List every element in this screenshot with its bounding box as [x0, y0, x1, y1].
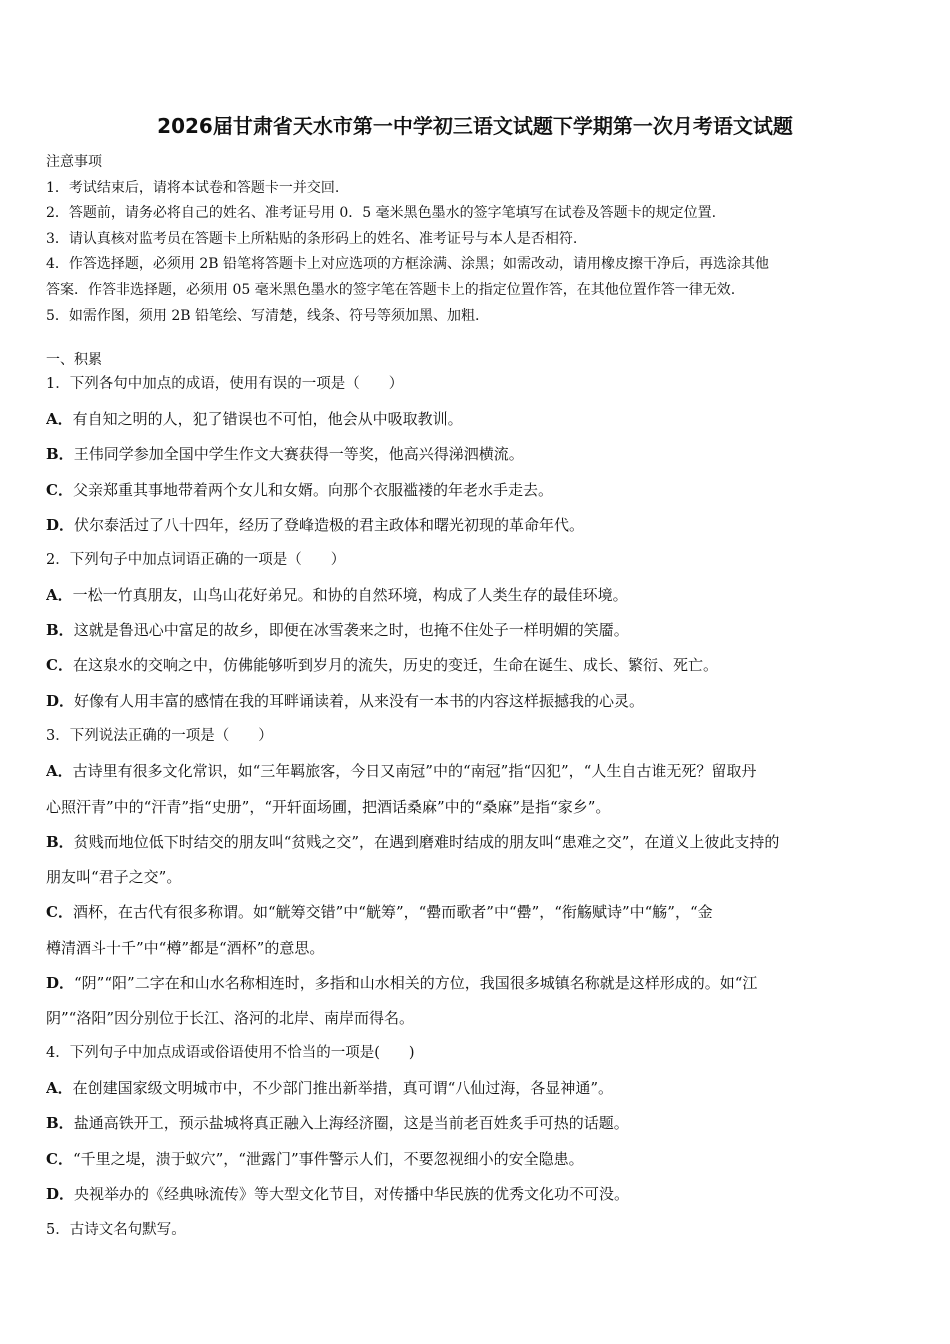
q4-option-d [46, 1183, 906, 1205]
q2-option-d [46, 690, 906, 712]
q3-option-c [46, 901, 906, 923]
q4-option-c [46, 1148, 906, 1170]
q2-option-b [46, 619, 906, 641]
notice-line: 1．考试结束后，请将本试卷和答题卡一并交回. [46, 179, 340, 196]
option-label: C． [46, 656, 73, 674]
option-text: 酒杯，在古代有很多称谓。如“觥筹交错”中“觥筹”，“罍而歌者”中“罍”，“衔觞赋诗”中“觞”，“金 [72, 903, 713, 921]
question-4-stem: 4．下列句子中加点成语或俗语使用不恰当的一项是( ) [46, 1045, 415, 1061]
q1-option-c [46, 479, 906, 501]
notice-line: 3．请认真核对监考员在答题卡上所粘贴的条形码上的姓名、准考证号与本人是否相符. [46, 230, 578, 247]
option-label: D． [46, 516, 75, 534]
option-text: 一松一竹真朋友，山鸟山花好弟兄。和协的自然环境，构成了人类生存的最佳环境。 [72, 586, 628, 604]
option-label: D． [46, 1185, 75, 1203]
q3-option-c-cont: 樽清酒斗十千”中“樽”都是“酒杯”的意思。 [46, 939, 325, 957]
option-text: 有自知之明的人，犯了错误也不可怕，他会从中吸取教训。 [72, 410, 463, 428]
option-label: B． [46, 445, 74, 463]
option-label: A． [46, 1079, 73, 1097]
option-text: 盐通高铁开工，预示盐城将真正融入上海经济圈，这是当前老百姓炙手可热的话题。 [73, 1114, 629, 1132]
option-text: 好像有人用丰富的感情在我的耳畔诵读着，从来没有一本书的内容这样振撼我的心灵。 [74, 692, 645, 710]
option-text: 在这泉水的交响之中，仿佛能够听到岁月的流失，历史的变迁，生命在诞生、成长、繁衍、死亡。 [72, 656, 718, 674]
option-text: 贫贱而地位低下时结交的朋友叫“贫贱之交”，在遇到磨难时结成的朋友叫“患难之交”，在道义上彼此支持的 [73, 833, 780, 851]
q3-option-d-cont: 阴”“洛阳”因分别位于长江、洛河的北岸、南岸而得名。 [46, 1009, 415, 1027]
option-label: D． [46, 692, 75, 710]
q1-option-a [46, 408, 906, 430]
question-2-stem: 2．下列句子中加点词语正确的一项是（ ） [46, 552, 346, 568]
q1-option-d [46, 514, 906, 536]
option-text: “阴”“阳”二字在和山水名称相连时，多指和山水相关的方位，我国很多城镇名称就是这样形成的。如“江 [74, 974, 758, 992]
notice-line: 4．作答选择题，必须用 2B 铅笔将答题卡上对应选项的方框涂满、涂黑；如需改动，请用橡皮擦干净后，再选涂其他 [46, 256, 769, 273]
option-label: A． [46, 586, 73, 604]
q2-option-a [46, 584, 906, 606]
notice-line: 2．答题前，请务必将自己的姓名、准考证号用 0．5 毫米黑色墨水的签字笔填写在试卷及答题卡的规定位置. [46, 205, 717, 222]
option-label: C． [46, 1150, 73, 1168]
option-label: A． [46, 762, 73, 780]
option-label: D． [46, 974, 75, 992]
q4-option-a [46, 1077, 906, 1099]
option-text: 在创建国家级文明城市中，不少部门推出新举措，真可谓“八仙过海，各显神通”。 [72, 1079, 613, 1097]
option-text: 王伟同学参加全国中学生作文大赛获得一等奖，他高兴得涕泗横流。 [73, 445, 524, 463]
option-label: B． [46, 833, 74, 851]
notice-line: 5．如需作图，须用 2B 铅笔绘、写清楚，线条、符号等须加黑、加粗. [46, 307, 480, 324]
option-label: B． [46, 1114, 74, 1132]
notice-block [46, 150, 906, 329]
option-label: B． [46, 621, 74, 639]
section-heading: 一、积累 [46, 352, 102, 368]
q2-option-c [46, 654, 906, 676]
option-label: C． [46, 481, 73, 499]
option-label: A． [46, 410, 73, 428]
q4-option-b [46, 1112, 906, 1134]
question-5-stem: 5．古诗文名句默写。 [46, 1222, 186, 1238]
option-label: C． [46, 903, 73, 921]
option-text: 伏尔泰活过了八十四年，经历了登峰造极的君主政体和曙光初现的革命年代。 [74, 516, 585, 534]
notice-heading: 注意事项 [46, 154, 102, 170]
q3-option-a [46, 760, 906, 782]
q3-option-b [46, 831, 906, 853]
option-text: 这就是鲁迅心中富足的故乡，即便在冰雪袭来之时，也掩不住处子一样明媚的笑靥。 [73, 621, 629, 639]
option-text: 央视举办的《经典咏流传》等大型文化节目，对传播中华民族的优秀文化功不可没。 [74, 1185, 630, 1203]
q3-option-b-cont: 朋友叫“君子之交”。 [46, 868, 182, 886]
q1-option-b [46, 443, 906, 465]
q3-option-d [46, 972, 906, 994]
q3-option-a-cont: 心照汗青”中的“汗青”指“史册”，“开轩面场圃，把酒话桑麻”中的“桑麻”是指“家乡”。 [46, 798, 611, 816]
option-text: 父亲郑重其事地带着两个女儿和女婿。向那个衣服褴褛的年老水手走去。 [72, 481, 553, 499]
question-1-stem: 1．下列各句中加点的成语，使用有误的一项是（ ） [46, 376, 404, 392]
option-text: “千里之堤，溃于蚁穴”，“泄露门”事件警示人们，不要忽视细小的安全隐患。 [72, 1150, 584, 1168]
page-title: 2026届甘肃省天水市第一中学初三语文试题下学期第一次月考语文试题 [157, 114, 793, 138]
option-text: 古诗里有很多文化常识，如“三年羁旅客，今日又南冠”中的“南冠”指“囚犯”，“人生自古谁无死？留取丹 [72, 762, 757, 780]
notice-line: 答案．作答非选择题，必须用 05 毫米黑色墨水的签字笔在答题卡上的指定位置作答，在其他位置作答一律无效. [46, 281, 736, 298]
question-3-stem: 3．下列说法正确的一项是（ ） [46, 728, 273, 744]
